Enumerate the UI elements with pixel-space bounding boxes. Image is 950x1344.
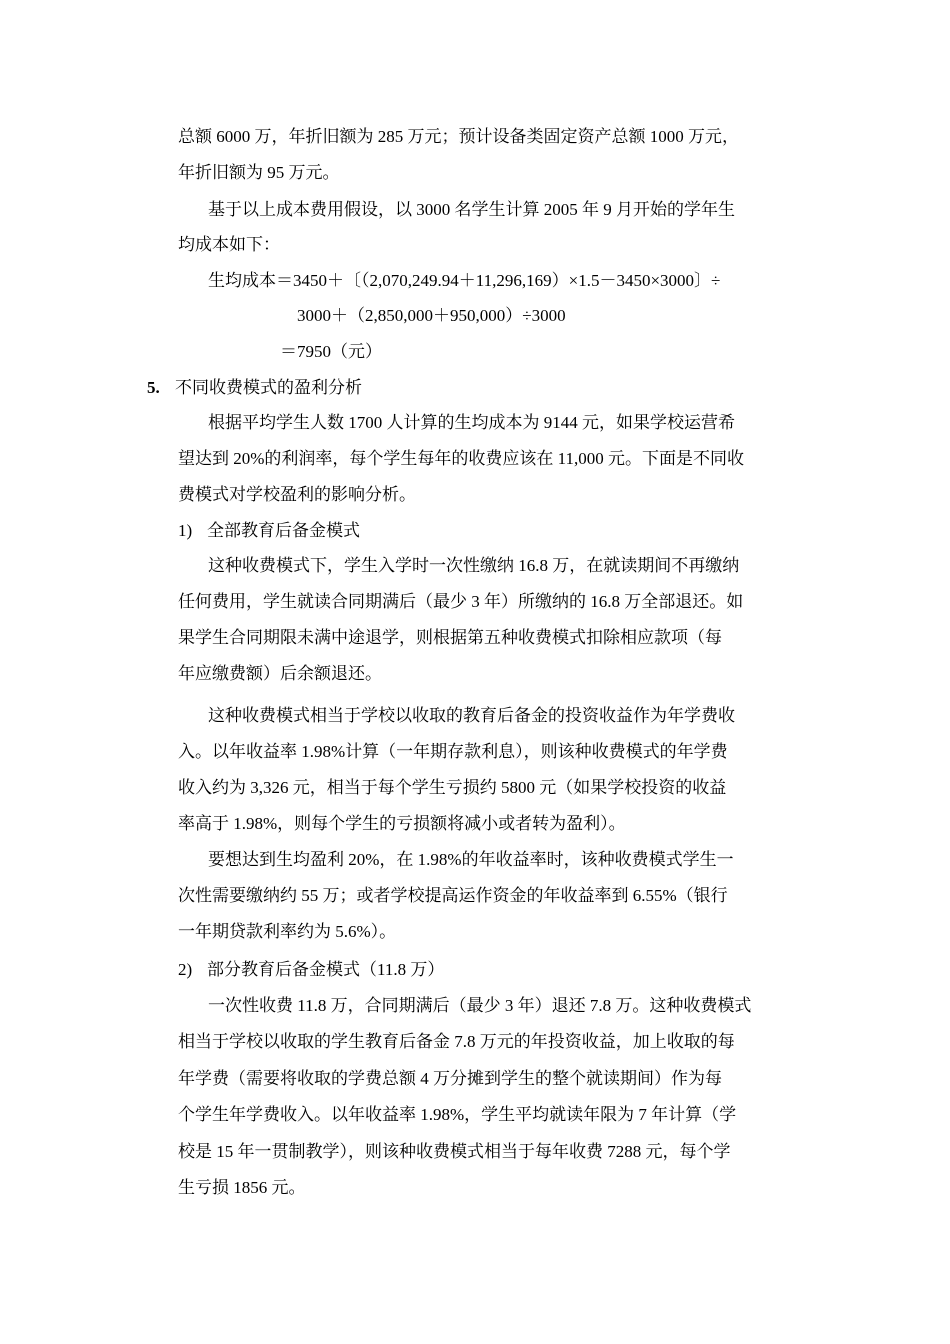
paragraph-line: 果学生合同期限未满中途退学，则根据第五种收费模式扣除相应款项（每 — [178, 628, 722, 647]
paragraph-line: 均成本如下： — [178, 235, 280, 254]
paragraph-line: 一次性收费 11.8 万，合同期满后（最少 3 年）退还 7.8 万。这种收费模式 — [208, 996, 752, 1015]
paragraph-line: 任何费用，学生就读合同期满后（最少 3 年）所缴纳的 16.8 万全部退还。如 — [178, 592, 744, 611]
section-title: 不同收费模式的盈利分析 — [175, 378, 362, 397]
paragraph-line: 校是 15 年一贯制教学），则该种收费模式相当于每年收费 7288 元，每个学 — [178, 1142, 731, 1161]
paragraph-line: 年折旧额为 95 万元。 — [178, 163, 340, 182]
list-item-number: 1) — [178, 521, 193, 540]
section-number: 5. — [147, 378, 160, 397]
paragraph-line: 生亏损 1856 元。 — [178, 1178, 306, 1197]
paragraph-line: 要想达到生均盈利 20%，在 1.98%的年收益率时，该种收费模式学生一 — [208, 850, 734, 869]
paragraph-line: 年应缴费额）后余额退还。 — [178, 664, 382, 683]
paragraph-line: 基于以上成本费用假设，以 3000 名学生计算 2005 年 9 月开始的学年生 — [208, 200, 735, 219]
paragraph-line: 相当于学校以收取的学生教育后备金 7.8 万元的年投资收益，加上收取的每 — [178, 1032, 735, 1051]
paragraph-line: 这种收费模式相当于学校以收取的教育后备金的投资收益作为年学费收 — [208, 706, 735, 725]
paragraph-line: 入。以年收益率 1.98%计算（一年期存款利息），则该种收费模式的年学费 — [178, 742, 728, 761]
paragraph-line: 个学生年学费收入。以年收益率 1.98%，学生平均就读年限为 7 年计算（学 — [178, 1105, 737, 1124]
formula-line: 3000＋（2,850,000＋950,000）÷3000 — [297, 306, 566, 325]
paragraph-line: 根据平均学生人数 1700 人计算的生均成本为 9144 元，如果学校运营希 — [208, 413, 735, 432]
paragraph-line: 这种收费模式下，学生入学时一次性缴纳 16.8 万，在就读期间不再缴纳 — [208, 556, 740, 575]
list-item-title: 全部教育后备金模式 — [207, 521, 360, 540]
list-item-title: 部分教育后备金模式（11.8 万） — [207, 960, 445, 979]
paragraph-line: 年学费（需要将收取的学费总额 4 万分摊到学生的整个就读期间）作为每 — [178, 1069, 722, 1088]
paragraph-line: 总额 6000 万，年折旧额为 285 万元；预计设备类固定资产总额 1000 万元， — [178, 127, 739, 146]
paragraph-line: 费模式对学校盈利的影响分析。 — [178, 485, 416, 504]
list-item-number: 2) — [178, 960, 193, 979]
paragraph-line: 次性需要缴纳约 55 万；或者学校提高运作资金的年收益率到 6.55%（银行 — [178, 886, 728, 905]
paragraph-line: 收入约为 3,326 元，相当于每个学生亏损约 5800 元（如果学校投资的收益 — [178, 778, 727, 797]
formula-line: 生均成本＝3450＋〔（2,070,249.94＋11,296,169）×1.5－3450×3000〕÷ — [208, 271, 721, 290]
paragraph-line: 一年期贷款利率约为 5.6%）。 — [178, 922, 397, 941]
paragraph-line: 望达到 20%的利润率，每个学生每年的收费应该在 11,000 元。下面是不同收 — [178, 449, 745, 468]
paragraph-line: 率高于 1.98%，则每个学生的亏损额将减小或者转为盈利）。 — [178, 814, 626, 833]
formula-result: ＝7950（元） — [280, 342, 382, 361]
